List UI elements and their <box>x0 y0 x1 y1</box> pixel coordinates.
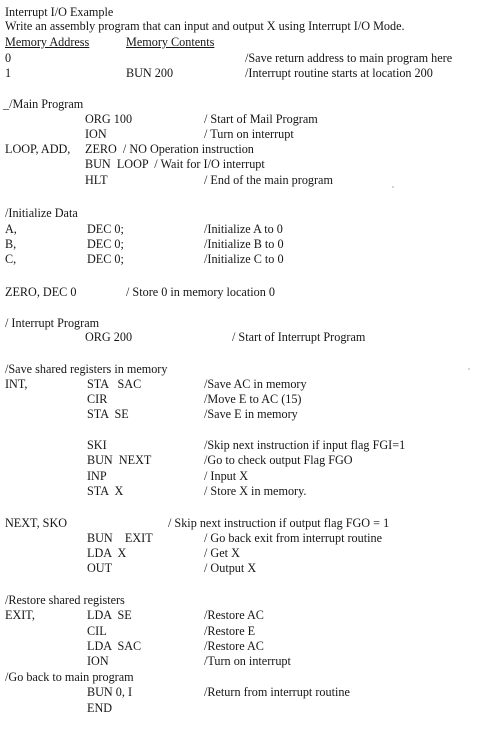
code-instruction: DEC 0; <box>87 252 124 266</box>
code-instruction: BUN NEXT <box>87 453 152 467</box>
code-comment: /Skip next instruction if input flag FGI=1 <box>204 438 406 452</box>
memory-comment: /Interrupt routine starts at location 200 <box>245 66 433 80</box>
code-comment: /Initialize A to 0 <box>204 222 283 236</box>
code-comment: /Save E in memory <box>204 407 298 421</box>
code-instruction: INP <box>87 469 107 483</box>
code-instruction: ORG 100 <box>85 112 133 126</box>
code-comment: /Return from interrupt routine <box>204 685 350 699</box>
code-label: INT, <box>5 377 28 391</box>
column-header-address: Memory Address <box>5 35 90 49</box>
code-comment: /Move E to AC (15) <box>204 392 302 406</box>
section-heading-main: _/Main Program <box>3 97 84 111</box>
code-comment: / Output X <box>204 561 257 575</box>
code-instruction: CIR <box>87 392 108 406</box>
code-comment: /Restore AC <box>204 639 264 653</box>
code-comment: / Go back exit from interrupt routine <box>204 531 383 545</box>
section-heading-save: /Save shared registers in memory <box>5 362 168 376</box>
code-comment: / Store 0 in memory location 0 <box>126 285 275 299</box>
code-label: B, <box>5 237 17 251</box>
code-instruction: BUN EXIT <box>87 531 153 545</box>
section-heading-restore: /Restore shared registers <box>5 593 125 607</box>
code-instruction: LDA X <box>87 546 127 560</box>
code-comment: / Get X <box>204 546 240 560</box>
code-comment: / End of the main program <box>204 173 333 187</box>
code-comment: / Store X in memory. <box>204 484 307 498</box>
memory-address: 0 <box>5 51 12 65</box>
code-label: LOOP, ADD, <box>5 142 71 156</box>
code-label: A, <box>5 222 17 236</box>
code-instruction: STA SE <box>87 407 129 421</box>
code-label: ZERO, DEC 0 <box>5 285 77 299</box>
code-instruction: SKI <box>87 438 107 452</box>
code-instruction: LDA SE <box>87 608 132 622</box>
memory-comment: /Save return address to main program here <box>245 51 453 65</box>
code-instruction: LDA SAC <box>87 639 142 653</box>
code-instruction: BUN LOOP / Wait for I/O interrupt <box>85 157 265 171</box>
code-comment: /Initialize C to 0 <box>204 252 284 266</box>
code-comment: /Go to check output Flag FGO <box>204 453 353 467</box>
code-instruction: DEC 0; <box>87 222 124 236</box>
scan-speck <box>468 368 470 370</box>
code-comment: /Restore AC <box>204 608 264 622</box>
code-comment: /Restore E <box>204 624 256 638</box>
code-instruction: ZERO / NO Operation instruction <box>85 142 254 156</box>
code-instruction: OUT <box>87 561 113 575</box>
task-description: Write an assembly program that can input and output X using Interrupt I/O Mode. <box>5 19 405 33</box>
code-instruction: ORG 200 <box>85 330 133 344</box>
code-label: NEXT, SKO <box>5 516 68 530</box>
section-heading-init: /Initialize Data <box>5 206 78 220</box>
code-comment: / Skip next instruction if output flag FGO = 1 <box>168 516 390 530</box>
code-instruction: ION <box>87 654 109 668</box>
code-comment: / Turn on interrupt <box>204 127 294 141</box>
code-comment: / Start of Mail Program <box>204 112 318 126</box>
code-comment: /Save AC in memory <box>204 377 307 391</box>
memory-address: 1 <box>5 66 12 80</box>
code-instruction: HLT <box>85 173 108 187</box>
code-instruction: BUN 0, I <box>87 685 133 699</box>
section-heading-return: /Go back to main program <box>5 670 134 684</box>
section-heading-interrupt: / Interrupt Program <box>5 316 100 330</box>
code-instruction: STA X <box>87 484 124 498</box>
code-instruction: ION <box>85 127 107 141</box>
column-header-contents: Memory Contents <box>126 35 215 49</box>
code-label: C, <box>5 252 17 266</box>
code-comment: /Initialize B to 0 <box>204 237 284 251</box>
code-instruction: STA SAC <box>87 377 142 391</box>
document-title: Interrupt I/O Example <box>5 5 114 19</box>
code-comment: / Start of Interrupt Program <box>232 330 366 344</box>
memory-contents: BUN 200 <box>126 66 174 80</box>
code-label: EXIT, <box>5 608 35 622</box>
code-comment: / Input X <box>204 469 249 483</box>
code-instruction: END <box>87 701 113 715</box>
scan-speck <box>392 186 394 188</box>
code-comment: /Turn on interrupt <box>204 654 291 668</box>
code-instruction: CIL <box>87 624 107 638</box>
code-instruction: DEC 0; <box>87 237 124 251</box>
